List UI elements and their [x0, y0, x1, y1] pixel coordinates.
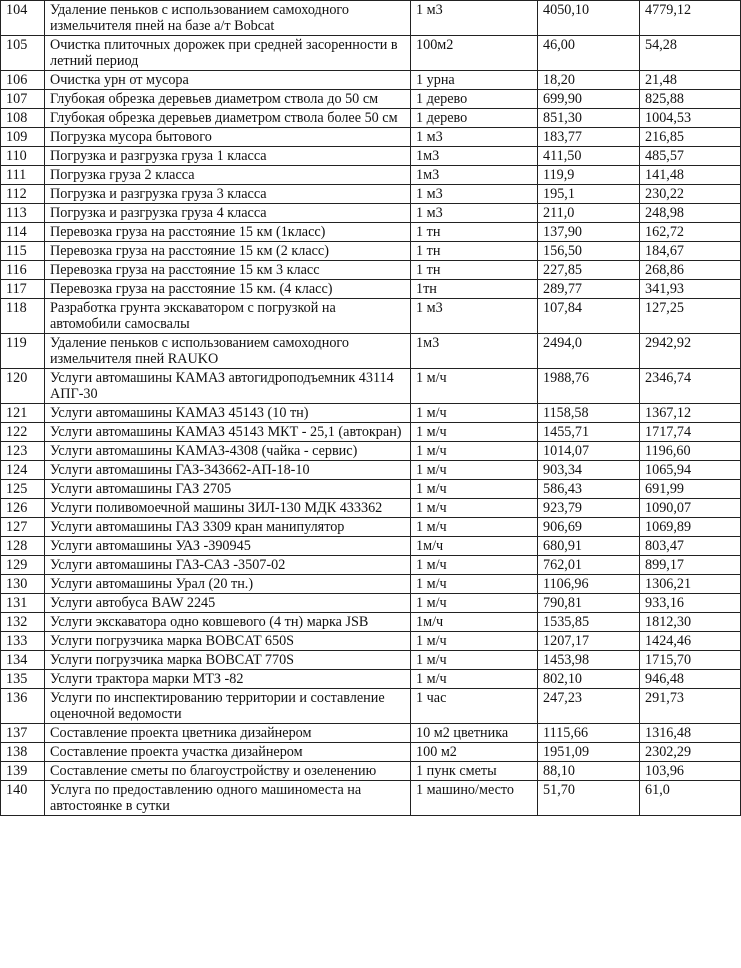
row-number: 130: [1, 575, 45, 594]
row-number: 140: [1, 781, 45, 816]
service-name: Глубокая обрезка деревьев диаметром ствола более 50 см: [45, 109, 411, 128]
row-number: 126: [1, 499, 45, 518]
price-without-vat: 762,01: [538, 556, 640, 575]
row-number: 134: [1, 651, 45, 670]
service-name: Составление проекта цветника дизайнером: [45, 724, 411, 743]
row-number: 127: [1, 518, 45, 537]
table-row: [1, 166, 741, 185]
price-without-vat: 411,50: [538, 147, 640, 166]
unit: 1 м3: [411, 299, 538, 334]
unit: 1 дерево: [411, 90, 538, 109]
service-name: Услуги экскаватора одно ковшевого (4 тн) марка JSB: [45, 613, 411, 632]
unit: 1 м/ч: [411, 404, 538, 423]
price-with-vat: 1424,46: [640, 632, 741, 651]
service-name: Услуги погрузчика марка BOBCAT 770S: [45, 651, 411, 670]
row-number: 125: [1, 480, 45, 499]
table-row: [1, 71, 741, 90]
row-number: 104: [1, 1, 45, 36]
unit: 1 пунк сметы: [411, 762, 538, 781]
service-name: Услуги автомашины КАМАЗ 45143 (10 тн): [45, 404, 411, 423]
service-name: Очистка плиточных дорожек при средней засоренности в летний период: [45, 36, 411, 71]
row-number: 121: [1, 404, 45, 423]
price-without-vat: 183,77: [538, 128, 640, 147]
price-with-vat: 1717,74: [640, 423, 741, 442]
unit: 1 м/ч: [411, 670, 538, 689]
price-with-vat: 291,73: [640, 689, 741, 724]
unit: 1 м/ч: [411, 369, 538, 404]
service-name: Услуги автомашины ГАЗ-САЗ -3507-02: [45, 556, 411, 575]
row-number: 122: [1, 423, 45, 442]
unit: 1 м3: [411, 185, 538, 204]
price-without-vat: 802,10: [538, 670, 640, 689]
service-name: Погрузка груза 2 класса: [45, 166, 411, 185]
table-row: [1, 185, 741, 204]
table-row: [1, 781, 741, 816]
price-with-vat: 162,72: [640, 223, 741, 242]
row-number: 113: [1, 204, 45, 223]
table-row: [1, 128, 741, 147]
price-with-vat: 141,48: [640, 166, 741, 185]
table-row: [1, 461, 741, 480]
price-without-vat: 137,90: [538, 223, 640, 242]
service-name: Погрузка и разгрузка груза 4 класса: [45, 204, 411, 223]
row-number: 117: [1, 280, 45, 299]
price-with-vat: 216,85: [640, 128, 741, 147]
unit: 1м3: [411, 334, 538, 369]
service-name: Услуги трактора марки МТЗ -82: [45, 670, 411, 689]
row-number: 131: [1, 594, 45, 613]
price-with-vat: 1316,48: [640, 724, 741, 743]
unit: 1 урна: [411, 71, 538, 90]
table-row: [1, 261, 741, 280]
row-number: 111: [1, 166, 45, 185]
price-with-vat: 803,47: [640, 537, 741, 556]
price-table-body: [1, 1, 741, 816]
service-name: Услуги автомашины Урал (20 тн.): [45, 575, 411, 594]
price-with-vat: 2942,92: [640, 334, 741, 369]
price-with-vat: 61,0: [640, 781, 741, 816]
price-with-vat: 1812,30: [640, 613, 741, 632]
price-with-vat: 1306,21: [640, 575, 741, 594]
unit: 10 м2 цветника: [411, 724, 538, 743]
service-name: Услуги погрузчика марка BOBCAT 650S: [45, 632, 411, 651]
price-without-vat: 156,50: [538, 242, 640, 261]
price-with-vat: 946,48: [640, 670, 741, 689]
price-with-vat: 184,67: [640, 242, 741, 261]
table-row: [1, 404, 741, 423]
service-name: Удаление пеньков с использованием самоходного измельчителя пней на базе а/т Bobcat: [45, 1, 411, 36]
unit: 1 м3: [411, 204, 538, 223]
service-name: Очистка урн от мусора: [45, 71, 411, 90]
price-with-vat: 268,86: [640, 261, 741, 280]
price-without-vat: 247,23: [538, 689, 640, 724]
price-with-vat: 4779,12: [640, 1, 741, 36]
service-name: Услуги автомашины КАМАЗ 45143 МКТ - 25,1 (автокран): [45, 423, 411, 442]
unit: 1 м/ч: [411, 499, 538, 518]
unit: 1 час: [411, 689, 538, 724]
table-row: [1, 762, 741, 781]
row-number: 115: [1, 242, 45, 261]
table-row: [1, 689, 741, 724]
service-name: Составление проекта участка дизайнером: [45, 743, 411, 762]
price-without-vat: 906,69: [538, 518, 640, 537]
row-number: 119: [1, 334, 45, 369]
service-name: Услуги автомашины КАМАЗ-4308 (чайка - сервис): [45, 442, 411, 461]
price-with-vat: 485,57: [640, 147, 741, 166]
price-with-vat: 127,25: [640, 299, 741, 334]
price-with-vat: 1065,94: [640, 461, 741, 480]
row-number: 138: [1, 743, 45, 762]
price-without-vat: 699,90: [538, 90, 640, 109]
table-row: [1, 90, 741, 109]
price-without-vat: 51,70: [538, 781, 640, 816]
row-number: 124: [1, 461, 45, 480]
unit: 1 м/ч: [411, 442, 538, 461]
table-row: [1, 724, 741, 743]
price-without-vat: 790,81: [538, 594, 640, 613]
service-name: Перевозка груза на расстояние 15 км. (4 класс): [45, 280, 411, 299]
row-number: 133: [1, 632, 45, 651]
price-without-vat: 1455,71: [538, 423, 640, 442]
unit: 1м3: [411, 147, 538, 166]
row-number: 139: [1, 762, 45, 781]
unit: 1 тн: [411, 223, 538, 242]
price-with-vat: 825,88: [640, 90, 741, 109]
table-row: [1, 36, 741, 71]
row-number: 135: [1, 670, 45, 689]
unit: 1 м3: [411, 1, 538, 36]
price-without-vat: 586,43: [538, 480, 640, 499]
service-name: Услуги автобуса BAW 2245: [45, 594, 411, 613]
service-name: Удаление пеньков с использованием самоходного измельчителя пней RAUKO: [45, 334, 411, 369]
unit: 1 м/ч: [411, 594, 538, 613]
price-with-vat: 899,17: [640, 556, 741, 575]
service-name: Погрузка мусора бытового: [45, 128, 411, 147]
table-row: [1, 147, 741, 166]
service-name: Глубокая обрезка деревьев диаметром ствола до 50 см: [45, 90, 411, 109]
table-row: [1, 632, 741, 651]
row-number: 108: [1, 109, 45, 128]
price-with-vat: 1069,89: [640, 518, 741, 537]
price-with-vat: 1090,07: [640, 499, 741, 518]
price-without-vat: 1453,98: [538, 651, 640, 670]
table-row: [1, 594, 741, 613]
service-name: Услуга по предоставлению одного машиноместа на автостоянке в сутки: [45, 781, 411, 816]
price-without-vat: 195,1: [538, 185, 640, 204]
table-row: [1, 651, 741, 670]
row-number: 107: [1, 90, 45, 109]
service-name: Услуги автомашины ГАЗ 2705: [45, 480, 411, 499]
unit: 1 м3: [411, 128, 538, 147]
table-row: [1, 109, 741, 128]
price-with-vat: 1715,70: [640, 651, 741, 670]
row-number: 112: [1, 185, 45, 204]
unit: 1 м/ч: [411, 480, 538, 499]
price-without-vat: 1951,09: [538, 743, 640, 762]
row-number: 120: [1, 369, 45, 404]
table-row: [1, 537, 741, 556]
row-number: 137: [1, 724, 45, 743]
table-row: [1, 369, 741, 404]
service-name: Разработка грунта экскаватором с погрузкой на автомобили самосвалы: [45, 299, 411, 334]
price-without-vat: 680,91: [538, 537, 640, 556]
table-row: [1, 743, 741, 762]
unit: 1тн: [411, 280, 538, 299]
table-row: [1, 280, 741, 299]
price-with-vat: 691,99: [640, 480, 741, 499]
table-row: [1, 1, 741, 36]
price-without-vat: 18,20: [538, 71, 640, 90]
price-without-vat: 107,84: [538, 299, 640, 334]
unit: 1 м/ч: [411, 651, 538, 670]
unit: 1 тн: [411, 242, 538, 261]
price-without-vat: 851,30: [538, 109, 640, 128]
price-without-vat: 1158,58: [538, 404, 640, 423]
price-without-vat: 1207,17: [538, 632, 640, 651]
price-without-vat: 289,77: [538, 280, 640, 299]
price-with-vat: 1196,60: [640, 442, 741, 461]
unit: 1м/ч: [411, 613, 538, 632]
unit: 1 м/ч: [411, 518, 538, 537]
table-row: [1, 556, 741, 575]
price-without-vat: 4050,10: [538, 1, 640, 36]
price-without-vat: 1106,96: [538, 575, 640, 594]
row-number: 129: [1, 556, 45, 575]
table-row: [1, 613, 741, 632]
row-number: 105: [1, 36, 45, 71]
service-name: Перевозка груза на расстояние 15 км 3 класс: [45, 261, 411, 280]
row-number: 114: [1, 223, 45, 242]
unit: 1 машино/место: [411, 781, 538, 816]
unit: 1 м/ч: [411, 461, 538, 480]
price-with-vat: 21,48: [640, 71, 741, 90]
service-name: Услуги по инспектированию территории и составление оценочной ведомости: [45, 689, 411, 724]
table-row: [1, 204, 741, 223]
price-with-vat: 341,93: [640, 280, 741, 299]
price-with-vat: 230,22: [640, 185, 741, 204]
row-number: 128: [1, 537, 45, 556]
price-with-vat: 1004,53: [640, 109, 741, 128]
table-row: [1, 670, 741, 689]
price-without-vat: 88,10: [538, 762, 640, 781]
price-without-vat: 1115,66: [538, 724, 640, 743]
service-name: Перевозка груза на расстояние 15 км (1класс): [45, 223, 411, 242]
price-without-vat: 923,79: [538, 499, 640, 518]
table-row: [1, 575, 741, 594]
price-with-vat: 2302,29: [640, 743, 741, 762]
row-number: 123: [1, 442, 45, 461]
unit: 1 м/ч: [411, 575, 538, 594]
price-without-vat: 903,34: [538, 461, 640, 480]
price-with-vat: 1367,12: [640, 404, 741, 423]
service-name: Услуги автомашины КАМАЗ автогидроподъемник 43114 АПГ-30: [45, 369, 411, 404]
table-row: [1, 423, 741, 442]
row-number: 136: [1, 689, 45, 724]
unit: 1м/ч: [411, 537, 538, 556]
table-row: [1, 499, 741, 518]
unit: 1 м/ч: [411, 423, 538, 442]
price-with-vat: 248,98: [640, 204, 741, 223]
price-without-vat: 1535,85: [538, 613, 640, 632]
service-name: Услуги автомашины ГАЗ-343662-АП-18-10: [45, 461, 411, 480]
service-name: Перевозка груза на расстояние 15 км (2 класс): [45, 242, 411, 261]
service-name: Погрузка и разгрузка груза 1 класса: [45, 147, 411, 166]
table-row: [1, 518, 741, 537]
price-without-vat: 46,00: [538, 36, 640, 71]
row-number: 116: [1, 261, 45, 280]
unit: 1м3: [411, 166, 538, 185]
unit: 1 дерево: [411, 109, 538, 128]
price-without-vat: 227,85: [538, 261, 640, 280]
price-without-vat: 2494,0: [538, 334, 640, 369]
price-without-vat: 119,9: [538, 166, 640, 185]
row-number: 110: [1, 147, 45, 166]
row-number: 106: [1, 71, 45, 90]
price-with-vat: 54,28: [640, 36, 741, 71]
unit: 100 м2: [411, 743, 538, 762]
row-number: 118: [1, 299, 45, 334]
table-row: [1, 242, 741, 261]
price-without-vat: 211,0: [538, 204, 640, 223]
service-name: Услуги поливомоечной машины ЗИЛ-130 МДК 433362: [45, 499, 411, 518]
row-number: 132: [1, 613, 45, 632]
price-with-vat: 103,96: [640, 762, 741, 781]
table-row: [1, 223, 741, 242]
service-name: Услуги автомашины УАЗ -390945: [45, 537, 411, 556]
price-with-vat: 2346,74: [640, 369, 741, 404]
table-row: [1, 334, 741, 369]
row-number: 109: [1, 128, 45, 147]
service-name: Услуги автомашины ГАЗ 3309 кран манипулятор: [45, 518, 411, 537]
unit: 1 м/ч: [411, 632, 538, 651]
price-without-vat: 1014,07: [538, 442, 640, 461]
unit: 1 м/ч: [411, 556, 538, 575]
table-row: [1, 480, 741, 499]
service-name: Составление сметы по благоустройству и озеленению: [45, 762, 411, 781]
unit: 1 тн: [411, 261, 538, 280]
table-row: [1, 442, 741, 461]
service-name: Погрузка и разгрузка груза 3 класса: [45, 185, 411, 204]
price-with-vat: 933,16: [640, 594, 741, 613]
table-row: [1, 299, 741, 334]
price-without-vat: 1988,76: [538, 369, 640, 404]
unit: 100м2: [411, 36, 538, 71]
